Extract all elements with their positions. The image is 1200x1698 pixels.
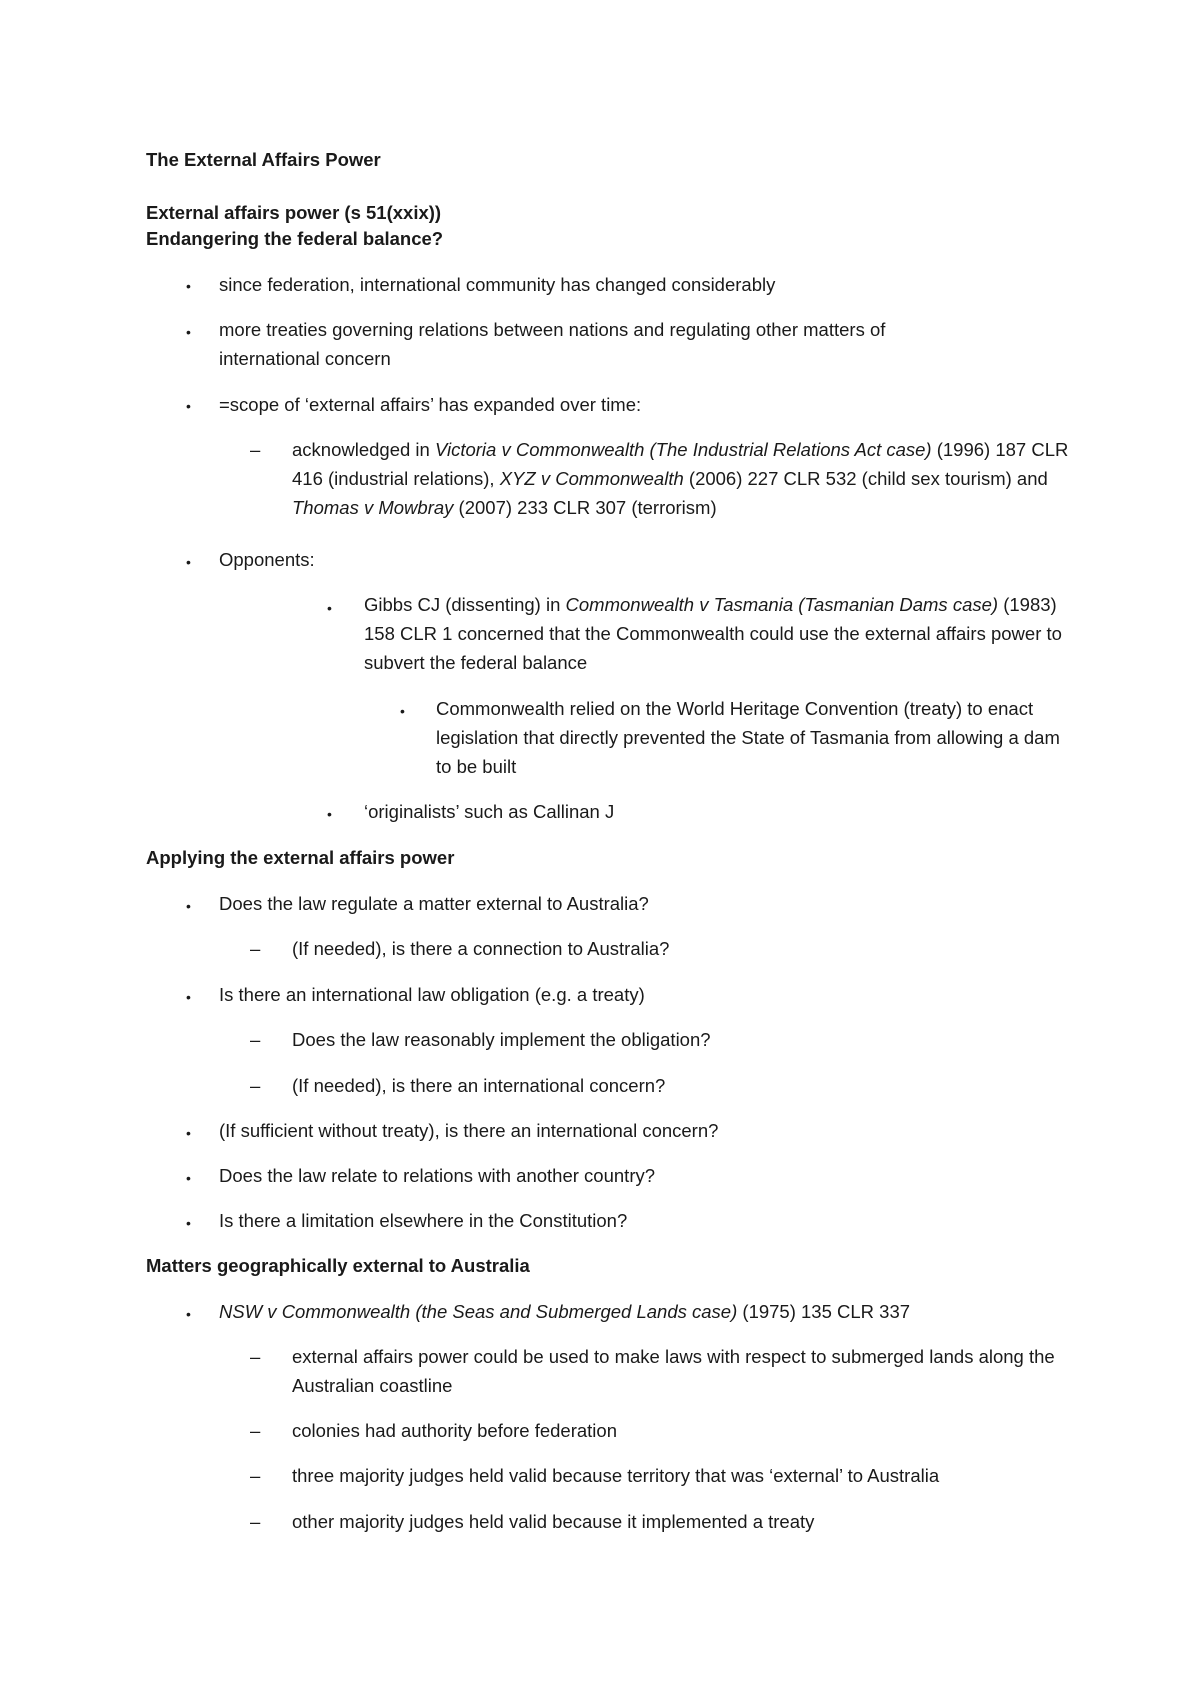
text-run: (1996) 187 CLR 416 (industrial relations), — [292, 439, 1069, 489]
bullet-marker: • — [186, 278, 191, 294]
list-item — [292, 435, 1070, 522]
dash-marker: – — [250, 1511, 261, 1532]
bullet-marker: • — [327, 600, 332, 616]
case-name: Commonwealth v Tasmania (Tasmanian Dams case) — [565, 594, 999, 615]
list-item: external affairs power could be used to make laws with respect to submerged lands along the Australian coastline — [292, 1346, 1055, 1396]
case-name: Victoria v Commonwealth (The Industrial Relations Act case) — [434, 439, 932, 460]
section-heading-geo: Matters geographically external to Australia — [146, 1255, 530, 1276]
case-name: Thomas v Mowbray — [292, 497, 454, 518]
dash-marker: – — [250, 938, 261, 959]
bullet-marker: • — [186, 898, 191, 914]
list-item: (If needed), is there a connection to Australia? — [292, 938, 670, 959]
bullet-marker: • — [186, 1125, 191, 1141]
bullet-marker: • — [186, 1215, 191, 1231]
case-name: XYZ v Commonwealth — [499, 468, 684, 489]
bullet-marker: • — [186, 989, 191, 1005]
list-item: =scope of ‘external affairs’ has expanded over time: — [219, 394, 642, 415]
dash-marker: – — [250, 1420, 261, 1441]
text-run: (2006) 227 CLR 532 (child sex tourism) and — [683, 468, 1048, 489]
text-run: (2007) 233 CLR 307 (terrorism) — [453, 497, 717, 518]
dash-marker: – — [250, 1346, 261, 1367]
case-name: NSW v Commonwealth (the Seas and Submerged Lands case) — [219, 1301, 738, 1322]
list-item: Is there a limitation elsewhere in the Constitution? — [219, 1210, 628, 1231]
document-title: The External Affairs Power — [146, 149, 381, 170]
text-run: (1975) 135 CLR 337 — [737, 1301, 911, 1322]
list-item: colonies had authority before federation — [292, 1420, 617, 1441]
list-item — [219, 1297, 910, 1326]
list-item: ‘originalists’ such as Callinan J — [364, 801, 615, 822]
list-item: other majority judges held valid because it implemented a treaty — [292, 1511, 815, 1532]
text-run: acknowledged in — [292, 439, 435, 460]
list-item: Does the law regulate a matter external to Australia? — [219, 893, 649, 914]
list-item: Opponents: — [219, 549, 315, 570]
dash-marker: – — [250, 1029, 261, 1050]
section-heading-power: External affairs power (s 51(xxix)) — [146, 202, 442, 223]
list-item — [364, 590, 1064, 677]
dash-marker: – — [250, 439, 261, 460]
section-heading-applying: Applying the external affairs power — [146, 847, 455, 868]
list-item: Commonwealth relied on the World Heritage Convention (treaty) to enact legislation that directly prevented the State of Tasmania from allowing a dam to be built — [436, 698, 1060, 777]
text-run: (1983) 158 CLR 1 concerned that the Commonwealth could use the external affairs power to subvert the federal balance — [364, 594, 1062, 673]
bullet-marker: • — [327, 806, 332, 822]
bullet-marker: • — [400, 703, 405, 719]
list-item: more treaties governing relations between nations and regulating other matters of international concern — [219, 319, 886, 369]
bullet-marker: • — [186, 1306, 191, 1322]
list-item: (If sufficient without treaty), is there an international concern? — [219, 1120, 719, 1141]
list-item: Does the law reasonably implement the obligation? — [292, 1029, 711, 1050]
bullet-marker: • — [186, 398, 191, 414]
list-item: (If needed), is there an international concern? — [292, 1075, 666, 1096]
list-item: since federation, international community has changed considerably — [219, 274, 776, 295]
text-run: Gibbs CJ (dissenting) in — [364, 594, 566, 615]
bullet-marker: • — [186, 1170, 191, 1186]
list-item: Does the law relate to relations with another country? — [219, 1165, 656, 1186]
list-item: Is there an international law obligation (e.g. a treaty) — [219, 984, 645, 1005]
dash-marker: – — [250, 1465, 261, 1486]
bullet-marker: • — [186, 324, 191, 340]
list-item: three majority judges held valid because territory that was ‘external’ to Australia — [292, 1465, 940, 1486]
dash-marker: – — [250, 1075, 261, 1096]
bullet-marker: • — [186, 554, 191, 570]
section-heading-balance: Endangering the federal balance? — [146, 228, 444, 249]
